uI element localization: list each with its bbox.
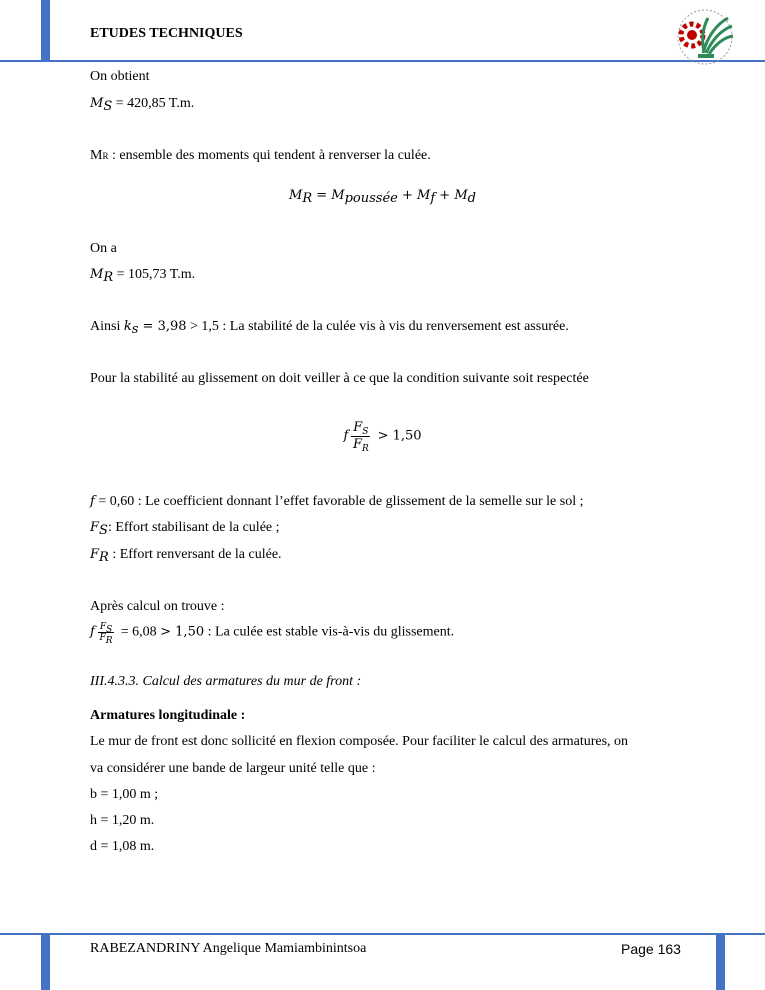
res-numerator-sub: S — [106, 625, 113, 635]
mr-def-symbol: M — [90, 148, 103, 163]
eq1-term3: M — [454, 188, 468, 203]
paragraph-line-1: Le mur de front est donc sollicité en flexion composée. Pour faciliter le calcul des armatures, on — [90, 734, 629, 749]
mr-subscript: R — [103, 270, 114, 285]
eq2-rhs: > 1,50 — [373, 428, 422, 444]
res-text: : La culée est stable vis-à-vis du glissement. — [204, 624, 455, 640]
f-text: = 0,60 : Le coefficient donnant l’effet favorable de glissement de la semelle sur le sol ; — [94, 494, 584, 509]
eq1-plus1: + — [397, 188, 418, 203]
mr-def-text: : ensemble des moments qui tendent à renverser la culée. — [108, 148, 431, 163]
footer-left-bar — [41, 933, 50, 990]
eq2-numerator-sub: S — [362, 427, 369, 437]
ks-symbol: k — [123, 319, 132, 334]
page-number: Page 163 — [621, 941, 681, 957]
res-fraction — [98, 622, 114, 646]
footer-right-bar — [716, 933, 725, 990]
equation-glissement-condition — [90, 420, 675, 453]
fr-subscript: R — [99, 550, 109, 565]
mr-symbol: M — [90, 267, 104, 282]
res-value: = 6,08 — [117, 624, 161, 640]
fr-symbol: F — [90, 547, 100, 562]
eq1-equals: = — [312, 188, 332, 203]
dimension-d: d = 1,08 m. — [90, 839, 155, 854]
ms-value: = 420,85 T.m. — [112, 96, 195, 111]
paragraph-line-2: va considérer une bande de largeur unité telle que : — [90, 761, 376, 776]
result-glissement — [90, 622, 455, 646]
footer-author: RABEZANDRINY Angelique Mamiambinintsoa — [90, 941, 367, 956]
text-on-a: On a — [90, 241, 117, 256]
mr-def-subscript: R — [102, 151, 109, 161]
header-left-bar — [41, 0, 50, 60]
eq2-numerator: F — [353, 420, 363, 435]
section-heading: III.4.3.3. Calcul des armatures du mur de front : — [90, 674, 362, 689]
res-gt: > 1,50 — [160, 624, 205, 640]
res-denominator-sub: R — [105, 636, 113, 646]
eq1-lhs: M — [289, 188, 303, 203]
eq2-denominator: F — [352, 437, 362, 452]
mr-value: = 105,73 T.m. — [113, 267, 196, 282]
eq1-term1-sub: poussée — [344, 191, 398, 206]
eq1-term1: M — [331, 188, 345, 203]
ainsi-rest: > 1,5 : La stabilité de la culée vis à vis du renversement est assurée. — [186, 319, 569, 334]
text-on-obtient: On obtient — [90, 69, 150, 84]
eq1-plus2: + — [435, 188, 455, 203]
fr-definition — [90, 546, 282, 564]
fs-definition — [90, 519, 280, 537]
footer-rule — [0, 933, 765, 935]
dimension-h: h = 1,20 m. — [90, 813, 155, 828]
ks-value: = 3,98 — [138, 319, 187, 334]
dimension-b: b = 1,00 m ; — [90, 787, 159, 802]
mr-definition — [90, 147, 431, 165]
eq1-term3-sub: d — [467, 191, 476, 206]
ms-subscript: S — [103, 99, 113, 114]
ms-value-line — [90, 95, 194, 113]
fr-text: : Effort renversant de la culée. — [108, 547, 282, 562]
fs-text: : Effort stabilisant de la culée ; — [107, 520, 280, 535]
eq2-f: f — [343, 428, 349, 444]
res-denominator: F — [99, 633, 106, 643]
eq1-term2: M — [417, 188, 431, 203]
ks-subscript: s — [131, 322, 139, 337]
fs-symbol: F — [90, 520, 100, 535]
text-glissement: Pour la stabilité au glissement on doit veiller à ce que la condition suivante soit respectée — [90, 371, 589, 386]
fs-subscript: S — [99, 523, 108, 538]
armatures-heading: Armatures longitudinale : — [90, 708, 246, 723]
university-logo-icon — [670, 8, 740, 66]
ms-symbol: M — [90, 96, 104, 111]
header-rule — [0, 60, 765, 62]
mr-value-line — [90, 266, 195, 284]
eq2-fraction — [351, 420, 370, 453]
ainsi-word: Ainsi — [90, 319, 124, 334]
ainsi-line — [90, 318, 569, 336]
res-f: f — [90, 624, 95, 640]
equation-moment-renversant — [90, 187, 675, 205]
text-apres-calcul: Après calcul on trouve : — [90, 599, 225, 614]
res-numerator: F — [99, 622, 107, 632]
eq1-term2-sub: f — [430, 191, 436, 206]
f-definition — [90, 493, 583, 511]
f-symbol: f — [90, 494, 95, 509]
header-title: ETUDES TECHNIQUES — [90, 26, 243, 41]
eq2-denominator-sub: R — [361, 444, 369, 454]
eq1-lhs-sub: R — [302, 191, 313, 206]
